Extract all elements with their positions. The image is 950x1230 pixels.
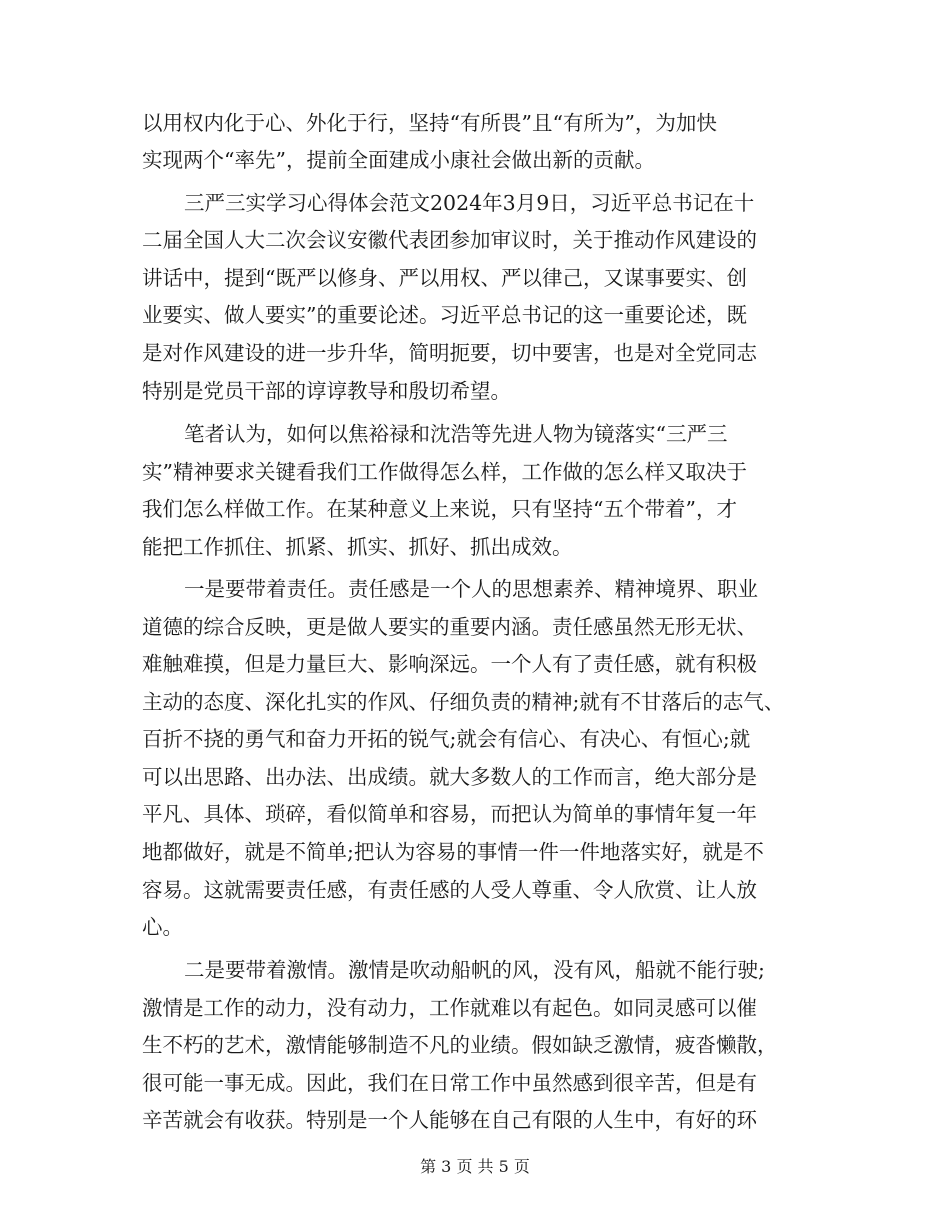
text-line: 百折不挠的勇气和奋力开拓的锐气;就会有信心、有决心、有恒心;就 <box>142 727 751 751</box>
text-line: 主动的态度、深化扎实的作风、仔细负责的精神;就有不甘落后的志气、 <box>142 690 785 714</box>
paragraph-start-line: 二是要带着激情。激情是吹动船帆的风，没有风，船就不能行驶; <box>184 958 765 982</box>
text-line: 二届全国人大二次会议安徽代表团参加审议时，关于推动作风建设的 <box>142 228 757 252</box>
text-line: 生不朽的艺术，激情能够制造不凡的业绩。假如缺乏激情，疲沓懒散， <box>142 1033 778 1057</box>
text-line: 能把工作抓住、抓紧、抓实、抓好、抓出成效。 <box>142 535 573 559</box>
text-line: 地都做好，就是不简单;把认为容易的事情一件一件地落实好，就是不 <box>142 840 764 864</box>
text-line: 我们怎么样做工作。在某种意义上来说，只有坚持“五个带着”，才 <box>142 497 737 521</box>
text-line: 容易。这就需要责任感，有责任感的人受人尊重、令人欣赏、让人放 <box>142 878 757 902</box>
paragraph-start-line: 笔者认为，如何以焦裕禄和沈浩等先进人物为镜落实“三严三 <box>184 422 728 446</box>
text-line: 辛苦就会有收获。特别是一个人能够在自己有限的人生中，有好的环 <box>142 1108 757 1132</box>
paragraph-start-line: 一是要带着责任。责任感是一个人的思想素养、精神境界、职业 <box>184 577 758 601</box>
text-line: 心。 <box>142 915 183 939</box>
text-line: 可以出思路、出办法、出成绩。就大多数人的工作而言，绝大部分是 <box>142 765 757 789</box>
text-line: 业要实、做人要实”的重要论述。习近平总书记的这一重要论述，既 <box>142 303 747 327</box>
text-line: 是对作风建设的进一步升华，简明扼要，切中要害，也是对全党同志 <box>142 341 757 365</box>
text-line: 实”精神要求关键看我们工作做得怎么样，工作做的怎么样又取决于 <box>142 460 747 484</box>
text-line: 特别是党员干部的谆谆教导和殷切希望。 <box>142 379 511 403</box>
paragraph-start-line: 三严三实学习心得体会范文2024年3月9日，习近平总书记在十 <box>184 191 755 215</box>
text-line: 道德的综合反映，更是做人要实的重要内涵。责任感虽然无形无状、 <box>142 615 757 639</box>
text-line: 实现两个“率先”，提前全面建成小康社会做出新的贡献。 <box>142 148 655 172</box>
text-line: 激情是工作的动力，没有动力，工作就难以有起色。如同灵感可以催 <box>142 996 757 1020</box>
text-line: 难触难摸，但是力量巨大、影响深远。一个人有了责任感，就有积极 <box>142 652 757 676</box>
text-line: 平凡、具体、琐碎，看似简单和容易，而把认为简单的事情年复一年 <box>142 802 757 826</box>
text-line: 以用权内化于心、外化于行，坚持“有所畏”且“有所为”，为加快 <box>142 111 717 135</box>
text-line: 讲话中，提到“既严以修身、严以用权、严以律己，又谋事要实、创 <box>142 266 747 290</box>
page-number-footer: 第 3 页 共 5 页 <box>420 1157 530 1176</box>
text-line: 很可能一事无成。因此，我们在日常工作中虽然感到很辛苦，但是有 <box>142 1071 757 1095</box>
